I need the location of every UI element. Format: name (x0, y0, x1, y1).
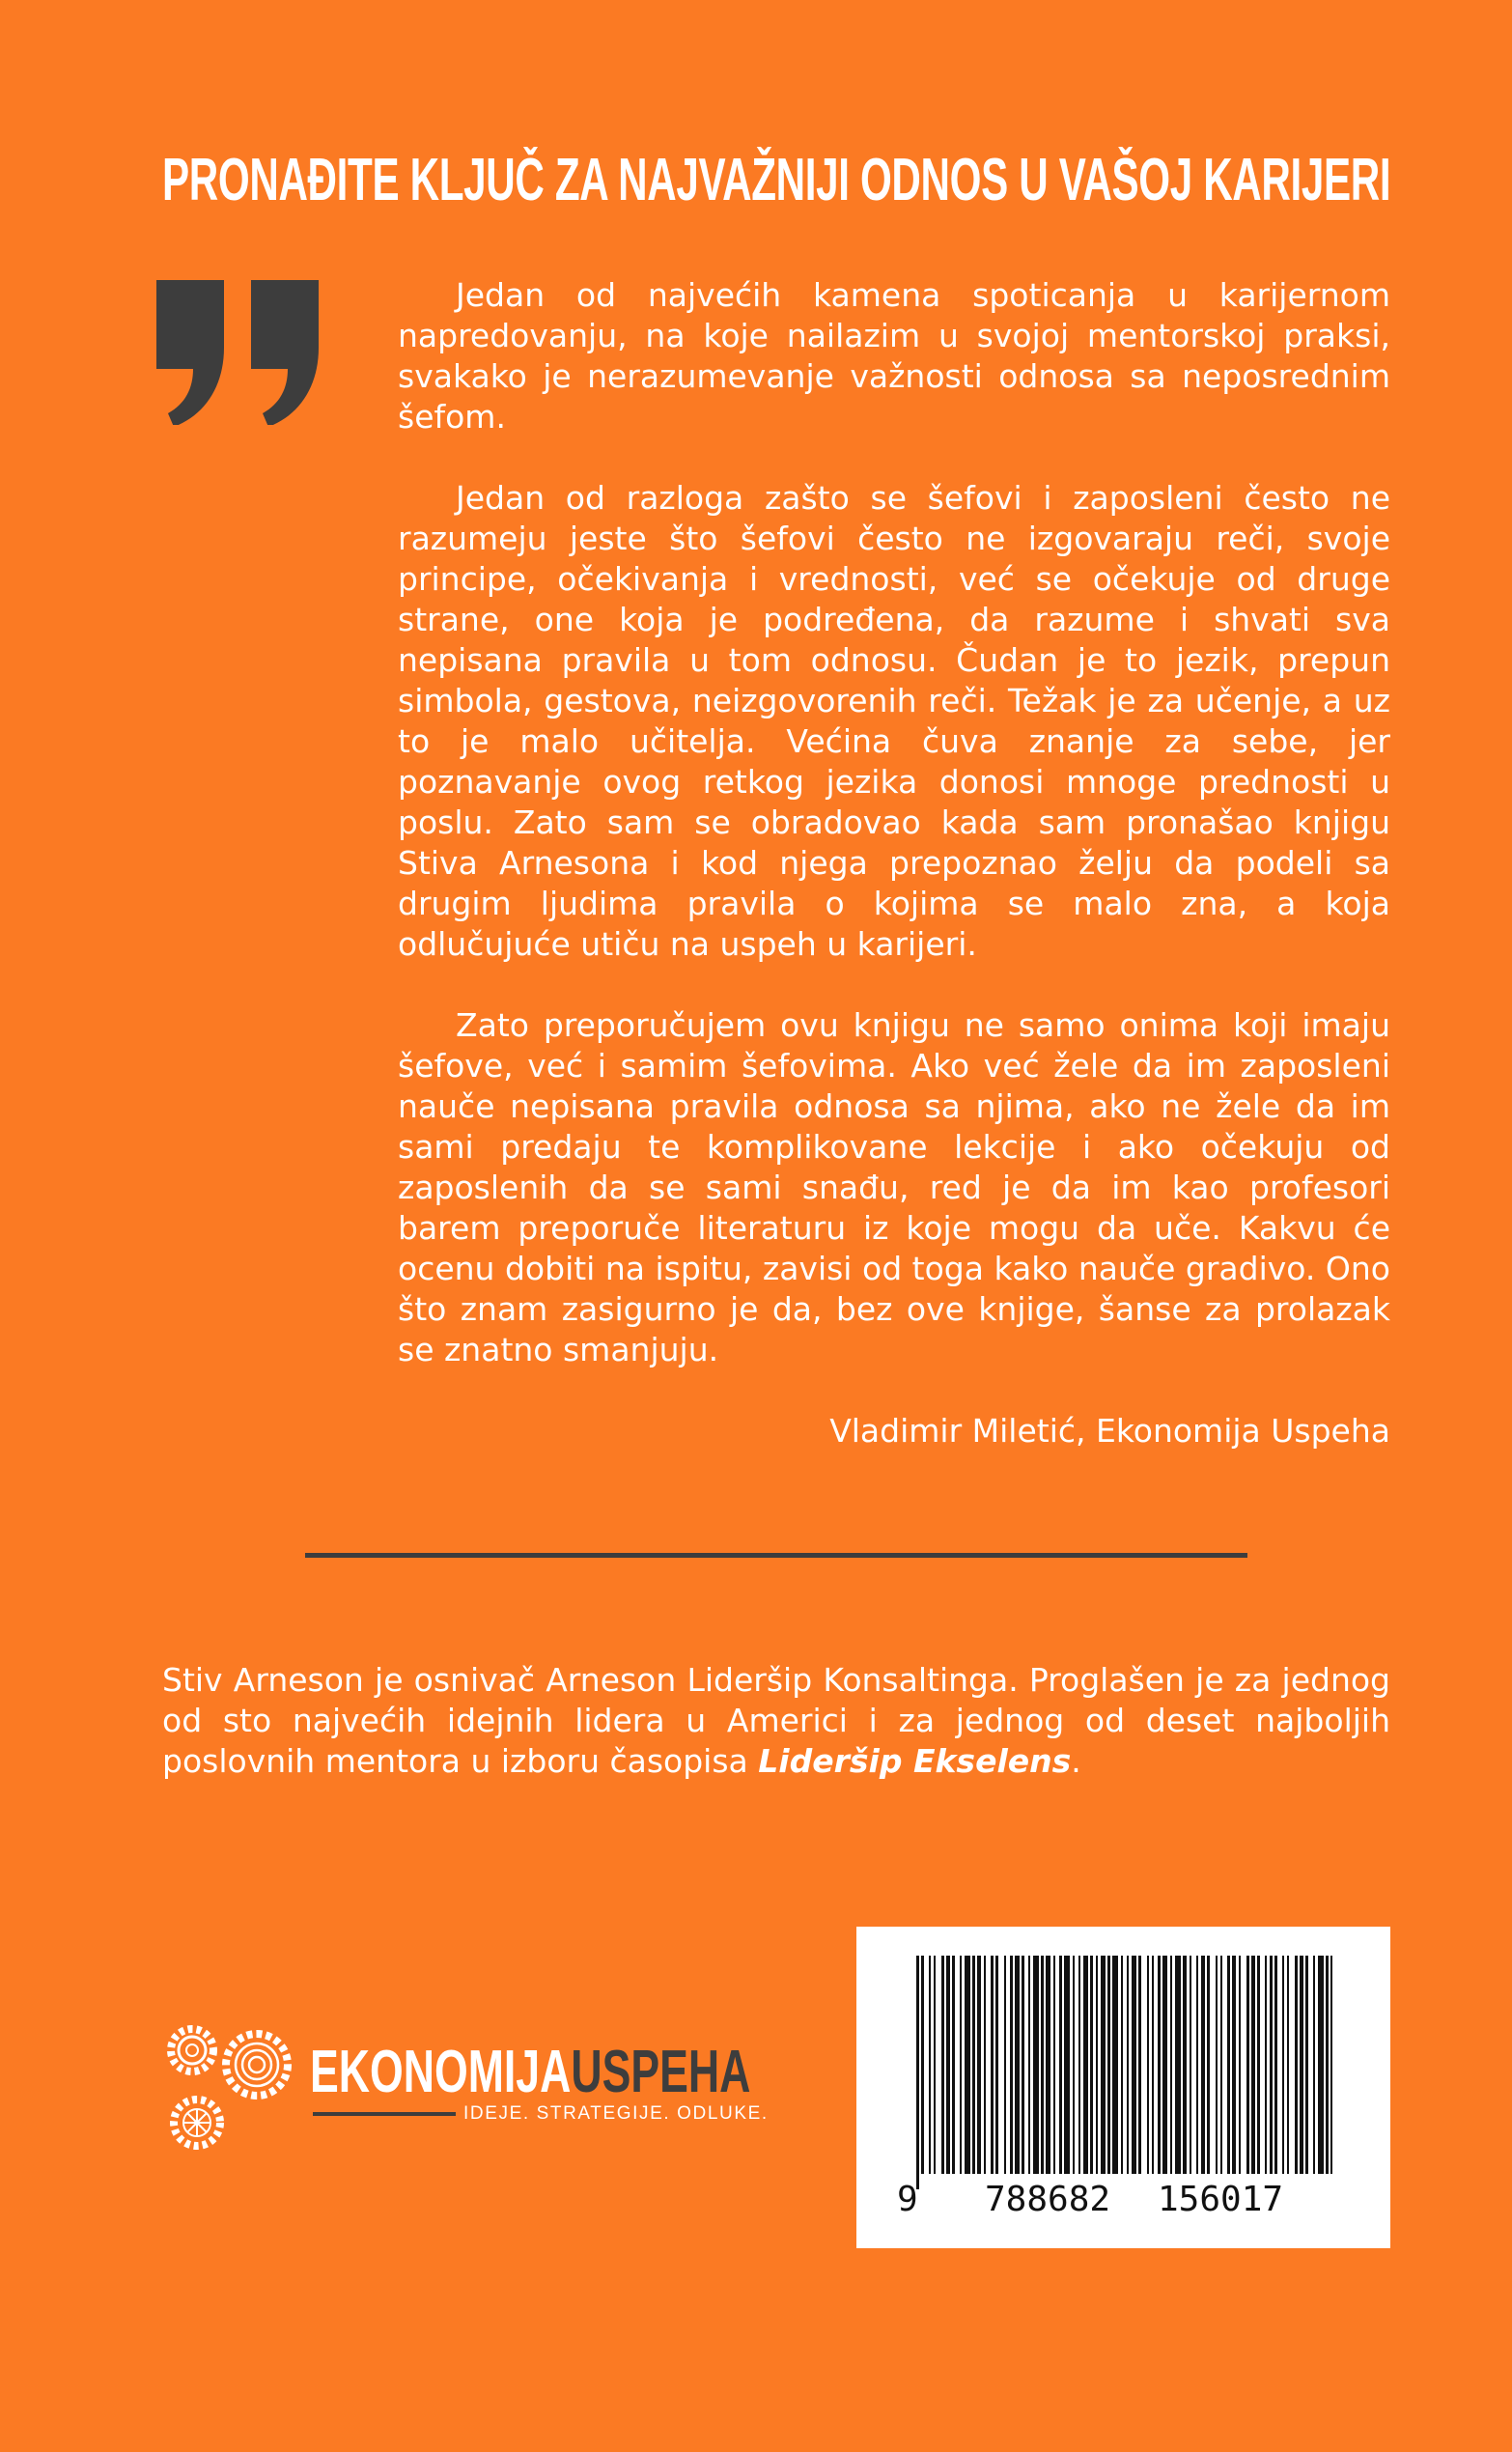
author-bio-end: . (1071, 1742, 1081, 1780)
isbn-barcode (856, 1927, 1390, 2248)
barcode-bar (1028, 1956, 1030, 2174)
back-cover-heading: PRONAĐITE KLJUČ ZA NAJVAŽNIJI ODNOS U VAŠOJ KARIJERI (162, 147, 1391, 213)
barcode-bar (946, 1956, 950, 2174)
barcode-bar (1073, 1956, 1075, 2174)
barcode-bar (1152, 1956, 1154, 2174)
barcode-digits (856, 2180, 1390, 2222)
section-divider (305, 1553, 1247, 1558)
barcode-bar (1251, 1956, 1255, 2174)
barcode-bar (1265, 1956, 1267, 2174)
barcode-bar (1227, 1956, 1230, 2174)
barcode-digit-first: 9 (897, 2180, 918, 2219)
barcode-bar (1004, 1956, 1006, 2174)
barcode-bar (1132, 1956, 1136, 2174)
barcode-bar (1318, 1956, 1324, 2174)
barcode-bar (916, 1956, 919, 2189)
barcode-bar (1096, 1956, 1098, 2174)
barcode-bar (1112, 1956, 1118, 2174)
barcode-bar (1183, 1956, 1187, 2174)
barcode-bar (1170, 1956, 1172, 2174)
barcode-bar (921, 1956, 924, 2174)
logo-name-part2: USPEHA (571, 2039, 751, 2105)
barcode-bar (1101, 1956, 1106, 2174)
barcode-bar (934, 1956, 936, 2174)
barcode-bar (1121, 1956, 1123, 2174)
logo-wordmark (310, 2039, 751, 2105)
barcode-bar (1064, 1956, 1070, 2174)
quotation-mark-icon (156, 280, 330, 425)
barcode-digits-right: 156017 (1158, 2180, 1284, 2219)
barcode-bar (1196, 1956, 1198, 2174)
barcode-bar (1059, 1956, 1062, 2174)
barcode-bar (1282, 1956, 1284, 2174)
barcode-bar (1090, 1956, 1093, 2174)
barcode-bar (1175, 1956, 1181, 2174)
barcode-bar (1033, 1956, 1039, 2174)
barcode-bar (1287, 1956, 1289, 2174)
barcode-bar (1313, 1956, 1315, 2174)
barcode-bar (1330, 1956, 1332, 2174)
barcode-bar (1257, 1956, 1260, 2174)
barcode-bar (972, 1956, 975, 2174)
barcode-bar (1216, 1956, 1218, 2174)
author-bio (162, 1660, 1390, 1782)
barcode-bar (1078, 1956, 1080, 2174)
barcode-bar (1010, 1956, 1013, 2174)
barcode-bar (1127, 1956, 1129, 2174)
barcode-bar (1022, 1956, 1024, 2174)
quote-signature: Vladimir Miletić, Ekonomija Uspeha (829, 1412, 1390, 1450)
magazine-title: Lideršip Ekselens (758, 1742, 1072, 1780)
barcode-bar (1207, 1956, 1210, 2174)
barcode-bar (991, 1956, 994, 2174)
barcode-bar (1147, 1956, 1149, 2174)
barcode-bar (1083, 1956, 1088, 2174)
quote-paragraph-3: Zato preporučujem ovu knjigu ne samo onima koji imaju šefove, već i samim šefovima. Ako već žele da im zaposleni nauče nepisana pravila odnosa sa njima, ako ne žele da im sami predaju te komplikovane lekcije i ako očekuju od zaposlenih da se sami snađu, red je da im kao profesori barem preporuče literaturu iz koje mogu da uče. Kakvu će ocenu dobiti na ispitu, zavisi od toga kako nauče gradivo. Ono što znam zasigurno je da, bez ove knjige, šanse za prolazak se znatno smanjuju. (398, 1006, 1390, 1368)
logo-tagline: IDEJE. STRATEGIJE. ODLUKE. (463, 2103, 769, 2124)
barcode-bar (1220, 1956, 1222, 2174)
endorsement-quote (398, 275, 1390, 1451)
barcode-bar (1295, 1956, 1298, 2174)
quote-paragraph-2: Jedan od razloga zašto se šefovi i zaposleni često ne razumeju jeste što šefovi često ne izgovaraju reči, svoje principe, očekivanja i vrednosti, već se očekuje od druge strane, one koja je podređena, da razume i shvati sva nepisana pravila u tom odnosu. Čudan je to jezik, prepun simbola, gestova, neizgovorenih reči. Težak je za učenje, a uz to je malo učitelja. Većina čuva znanje za sebe, jer poznavanje ovog retkog jezika donosi mnoge prednosti u poslu. Zato sam se obradovao kada sam pronašao knjigu Stiva Arnesona i kod njega prepoznao želju da podeli sa drugim ljudima pravila o kojima se malo zna, a koja odlučujuće utiču na uspeh u karijeri. (398, 479, 1390, 963)
barcode-bar (1041, 1956, 1044, 2174)
barcode-bar (977, 1956, 981, 2174)
barcode-bar (1201, 1956, 1205, 2174)
barcode-bar (1053, 1956, 1055, 2174)
publisher-logo (160, 2018, 769, 2154)
barcode-bar (1190, 1956, 1191, 2174)
barcode-bar (960, 1956, 962, 2174)
barcode-bar (1274, 1956, 1277, 2174)
barcode-bar (1300, 1956, 1303, 2174)
barcode-bar (995, 1956, 998, 2174)
barcode-bar (1246, 1956, 1249, 2174)
barcode-bar (1326, 1956, 1329, 2174)
barcode-bar (1239, 1956, 1241, 2174)
author-bio-text: Stiv Arneson je osnivač Arneson Lideršip Konsaltinga. Proglašen je za jednog od sto najvećih idejnih lidera u Americi i za jednog od deset najboljih poslovnih mentora u izboru časopisa (162, 1661, 1390, 1780)
barcode-bar (941, 1956, 944, 2174)
barcode-bar (1046, 1956, 1050, 2174)
logo-rule (313, 2112, 456, 2116)
barcode-bar (984, 1956, 986, 2174)
barcode-bar (1162, 1956, 1167, 2174)
barcode-bar (1107, 1956, 1110, 2174)
gears-logo-icon (160, 2018, 295, 2154)
barcode-bar (1138, 1956, 1141, 2174)
barcode-bar (929, 1956, 931, 2174)
barcode-bar (952, 1956, 955, 2174)
barcode-bar (1015, 1956, 1020, 2174)
barcode-bar (1270, 1956, 1273, 2174)
quote-paragraph-1: Jedan od najvećih kamena spoticanja u karijernom napredovanju, na koje nailazim u svojoj mentorskoj praksi, svakako je nerazumevanje važnosti odnosa sa neposrednim šefom. (398, 276, 1390, 436)
barcode-bar (965, 1956, 970, 2174)
barcode-bar (1158, 1956, 1161, 2174)
barcode-digits-left: 788682 (985, 2180, 1111, 2219)
barcode-bar (1232, 1956, 1236, 2174)
logo-name-part1: EKONOMIJA (310, 2039, 572, 2105)
barcode-bar (1305, 1956, 1308, 2174)
